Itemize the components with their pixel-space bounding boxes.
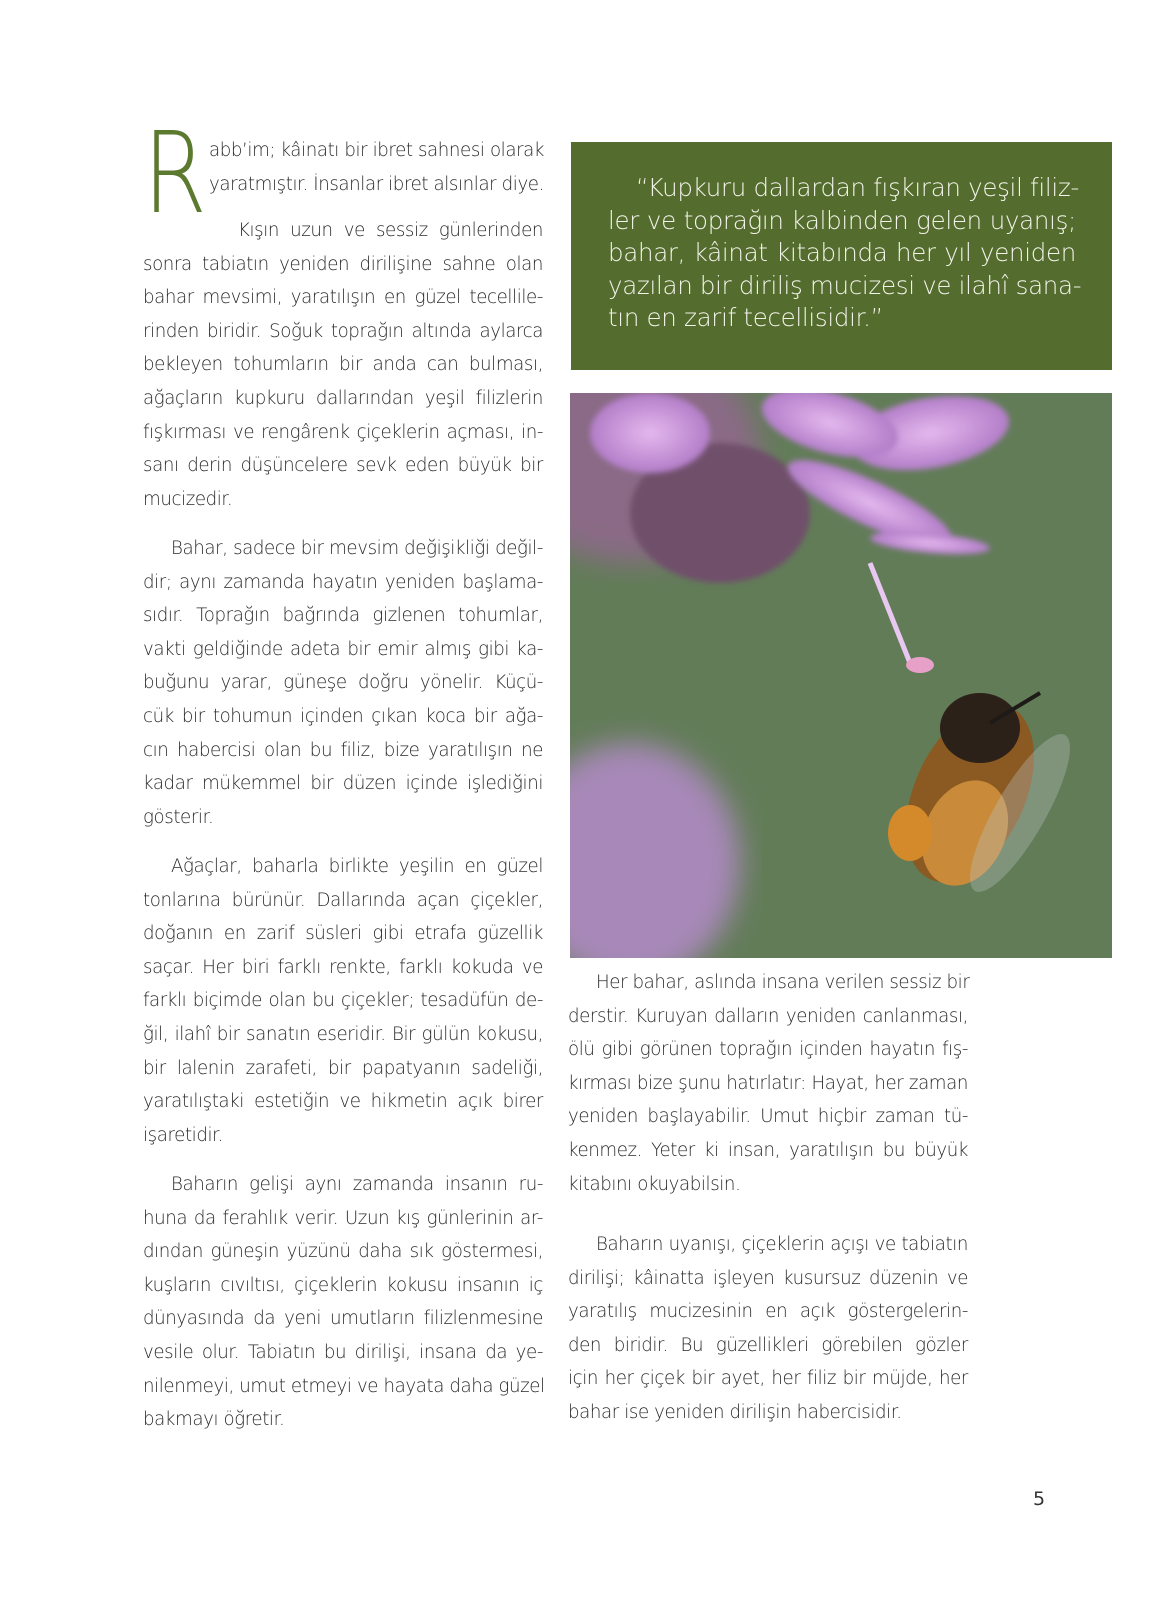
paragraph — [143, 532, 543, 834]
text-line: bir lalenin zarafeti, bir papatyanın sadeliği, — [143, 1057, 543, 1079]
text-line: sonra tabiatın yeniden dirilişine sahne olan — [143, 253, 543, 275]
text-line: saçar. Her biri farklı renkte, farklı kokuda ve — [143, 956, 543, 978]
pull-quote — [571, 142, 1112, 370]
text-line: yaratmıştır. İnsanlar ibret alsınlar diye. — [209, 173, 544, 195]
text-line: vesile olur. Tabiatın bu dirilişi, insana da ye- — [143, 1341, 543, 1363]
quote-line: “Kupkuru dallardan fışkıran yeşil filiz- — [636, 173, 1080, 202]
text-line: bakmayı öğretir. — [143, 1409, 285, 1431]
quote-line: tın en zarif tecellisidir.” — [608, 303, 884, 332]
text-line: Bahar, sadece bir mevsim değişikliği değil- — [171, 538, 543, 559]
text-line: dından güneşin yüzünü daha sık göstermesi, — [143, 1241, 543, 1263]
text-line: kadar mükemmel bir düzen içinde işlediğini — [143, 773, 543, 795]
paragraph — [143, 1168, 543, 1437]
text-line: farklı biçimde olan bu çiçekler; tesadüfün de- — [143, 990, 543, 1012]
text-line: Kışın uzun ve sessiz günlerinden — [238, 220, 543, 241]
text-line: dünyasında da yeni umutların filizlenmesine — [143, 1308, 543, 1330]
text-line: Ağaçlar, baharla birlikte yeşilin en güzel — [171, 856, 543, 877]
text-line: fışkırması ve rengârenk çiçeklerin açması, in- — [143, 421, 543, 443]
text-line: kırması bize şunu hatırlatır: Hayat, her zaman — [568, 1072, 968, 1094]
text-line: cük bir tohumun içinden çıkan koca bir ağa- — [143, 705, 543, 727]
text-line: sıdır. Toprağın bağrında gizlenen tohumlar, — [143, 605, 543, 627]
text-line: sanı derin düşüncelere sevk eden büyük bir — [143, 455, 543, 477]
text-line: yeniden başlayabilir. Umut hiçbir zaman tü- — [568, 1106, 968, 1128]
text-line: Baharın gelişi aynı zamanda insanın ru- — [171, 1174, 543, 1195]
bee-on-flower-photo — [570, 393, 1112, 958]
text-line: Baharın uyanışı, çiçeklerin açışı ve tabiatın — [596, 1234, 968, 1255]
text-line: vakti geldiğinde adeta bir emir almış gibi ka- — [143, 638, 543, 660]
text-line: tonlarına bürünür. Dallarında açan çiçekler, — [143, 889, 543, 911]
text-line: dirilişi; kâinatta işleyen kusursuz düzenin ve — [568, 1267, 968, 1289]
text-line: kuşların cıvıltısı, çiçeklerin kokusu insanın iç — [143, 1274, 543, 1296]
quote-line: ler ve toprağın kalbinden gelen uyanış; — [608, 205, 1076, 235]
text-line: yaratılıştaki estetiğin ve hikmetin açık birer — [143, 1091, 543, 1113]
text-line: işaretidir. — [143, 1124, 223, 1146]
text-line: abb’im; kâinatı bir ibret sahnesi olarak — [209, 140, 545, 161]
text-line: kenmez. Yeter ki insan, yaratılışın bu büyük — [568, 1139, 968, 1161]
paragraph — [143, 850, 543, 1152]
text-line: ölü gibi görünen toprağın içinden hayatın fış- — [568, 1039, 968, 1061]
text-line: rinden biridir. Soğuk toprağın altında aylarca — [143, 320, 543, 342]
text-line: gösterir. — [143, 806, 214, 828]
text-line: mucizedir. — [143, 488, 233, 510]
text-line: huna da ferahlık verir. Uzun kış günlerinin ar- — [143, 1207, 543, 1229]
text-line: doğanın en zarif süsleri gibi etrafa güzellik — [143, 923, 543, 945]
quote-line: yazılan bir diriliş mucizesi ve ilahî sana- — [608, 270, 1082, 300]
text-line: den biridir. Bu güzellikleri görebilen gözler — [568, 1334, 968, 1356]
text-line: kitabını okuyabilsin. — [568, 1173, 741, 1195]
intro-paragraph — [209, 134, 543, 201]
text-line: için her çiçek bir ayet, her filiz bir müjde, her — [568, 1368, 968, 1390]
drop-cap: R — [143, 109, 207, 239]
text-line: bekleyen tohumların bir anda can bulması, — [143, 354, 543, 376]
text-line: derstir. Kuruyan dalların yeniden canlanması, — [568, 1005, 968, 1027]
text-line: cın habercisi olan bu filiz, bize yaratılışın ne — [143, 739, 543, 761]
text-line: buğunu yarar, güneşe doğru yönelir. Küçü- — [143, 672, 543, 694]
paragraph — [143, 214, 543, 516]
text-line: ğil, ilahî bir sanatın eseridir. Bir gülün kokusu, — [143, 1023, 543, 1045]
text-line: bahar ise yeniden dirilişin habercisidir. — [568, 1401, 902, 1423]
photo-illustration — [570, 393, 1112, 958]
text-line: Her bahar, aslında insana verilen sessiz bir — [596, 972, 970, 993]
text-line: ağaçların kupkuru dallarından yeşil filizlerin — [143, 387, 543, 409]
quote-line: bahar, kâinat kitabında her yıl yeniden — [608, 238, 1076, 267]
page-number: 5 — [1033, 1488, 1046, 1510]
text-line: bahar mevsimi, yaratılışın en güzel tecellile- — [143, 287, 543, 309]
text-line: dir; aynı zamanda hayatın yeniden başlama- — [143, 571, 543, 593]
text-line: nilenmeyi, umut etmeyi ve hayata daha güzel — [143, 1375, 545, 1397]
paragraph — [568, 1228, 968, 1430]
paragraph — [568, 966, 968, 1201]
text-line: yaratılış mucizesinin en açık göstergelerin- — [568, 1301, 968, 1323]
